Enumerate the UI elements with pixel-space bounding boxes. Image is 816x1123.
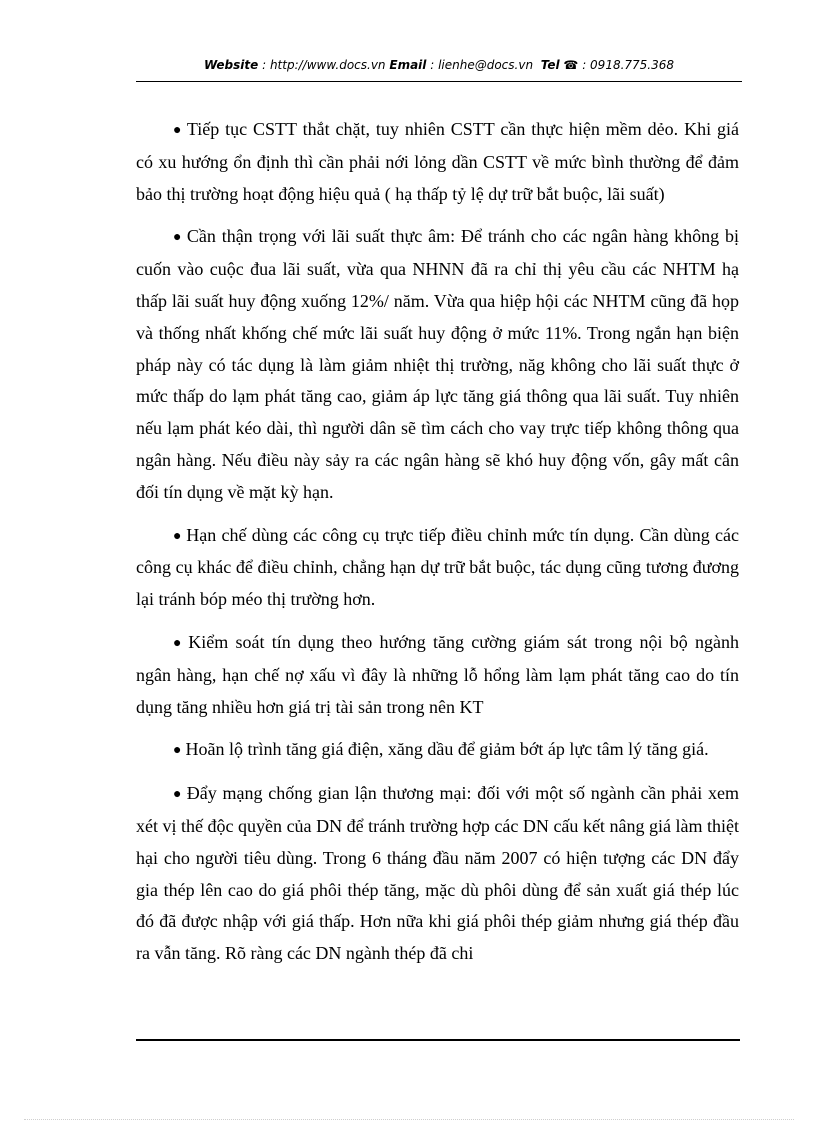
paragraph-text: Cần thận trọng với lãi suất thực âm: Để tránh cho các ngân hàng không bị cuốn vào cuộc đua lãi suất, vừa qua NHNN đã ra chỉ thị yêu cầu các NHTM hạ thấp lãi suất huy động xuống 12%/ năm. Vừa qua hiệp hội các NHTM cũng đã họp và thống nhất khống chế mức lãi suất huy động ở mức 11%. Trong ngắn hạn biện pháp này có tác dụng là làm giảm nhiệt thị trường, năg không cho lãi suất thực ở mức thấp do lạm phát tăng cao, giảm áp lực tăng giá thông qua lãi suất. Tuy nhiên nếu lạm phát kéo dài, thì người dân sẽ tìm cách cho vay trực tiếp không thông qua ngân hàng. Nếu điều này sảy ra các ngân hàng sẽ khó huy động vốn, gây mất cân đối tín dụng về mặt kỳ hạn. (136, 226, 739, 502)
paragraph-text: Kiểm soát tín dụng theo hướng tăng cường giám sát trong nội bộ ngành ngân hàng, hạn chế nợ xấu vì đây là những lỗ hổng làm lạm phát tăng cao do tín dụng tăng nhiều hơn giá trị tài sản trong nên KT (136, 631, 739, 717)
paragraph-text: Tiếp tục CSTT thắt chặt, tuy nhiên CSTT cần thực hiện mềm dẻo. Khi giá có xu hướng ổn định thì cần phải nới lỏng dần CSTT về mức bình thường để đảm bảo thị trường hoạt động hiệu quả ( hạ thấp tỷ lệ dự trữ bắt buộc, lãi suất) (136, 119, 739, 204)
header-rule (136, 81, 742, 82)
paragraph-text: Đẩy mạng chống gian lận thương mại: đối với một số ngành cần phải xem xét vị thế độc quyền của DN để tránh trường hợp các DN cấu kết nâng giá làm thiệt hại cho người tiêu dùng. Trong 6 tháng đầu năm 2007 có hiện tượng các DN đẩy gia thép lên cao do giá phôi thép tăng, mặc dù phôi dùng để sản xuất giá thép lúc đó đã được nhập với giá thấp. Hơn nữa khi giá phôi thép giảm nhưng giá thép đầu ra vẫn tăng. Rõ ràng các DN ngành thép đã chi (136, 783, 739, 964)
page-edge-divider (24, 1119, 794, 1120)
footer-rule (136, 1039, 740, 1041)
bullet-icon: ● (173, 743, 182, 759)
email-label: Email (389, 58, 427, 72)
paragraph (136, 627, 739, 723)
paragraph (136, 778, 739, 970)
bullet-icon: ● (173, 635, 185, 651)
tel-number: 0918.775.368 (590, 58, 675, 72)
bullet-icon: ● (173, 123, 183, 138)
paragraph (136, 734, 739, 767)
bullet-icon: ● (173, 787, 183, 803)
email-separator: : (426, 58, 439, 72)
tel-label: Tel (540, 58, 560, 72)
paragraph-text: Hoãn lộ trình tăng giá điện, xăng dầu để giảm bớt áp lực tâm lý tăng giá. (185, 739, 709, 760)
document-body (136, 114, 739, 981)
page-header (136, 58, 742, 80)
tel-separator: : (578, 58, 591, 72)
paragraph (136, 520, 739, 616)
website-label: Website (203, 58, 259, 72)
phone-icon: ☎ (563, 58, 579, 72)
paragraph-text: Hạn chế dùng các công cụ trực tiếp điều chỉnh mức tín dụng. Cần dùng các công cụ khác để điều chỉnh, chẳng hạn dự trữ bắt buộc, tác dụng cũng tương đương lại tránh bóp méo thị trường hơn. (136, 524, 739, 610)
bullet-icon: ● (173, 528, 183, 544)
bullet-icon: ● (173, 230, 183, 246)
website-separator: : (258, 58, 270, 72)
website-url[interactable]: http://www.docs.vn (269, 58, 386, 72)
paragraph (136, 221, 739, 508)
paragraph (136, 114, 739, 210)
email-address[interactable]: lienhe@docs.vn (438, 58, 534, 72)
